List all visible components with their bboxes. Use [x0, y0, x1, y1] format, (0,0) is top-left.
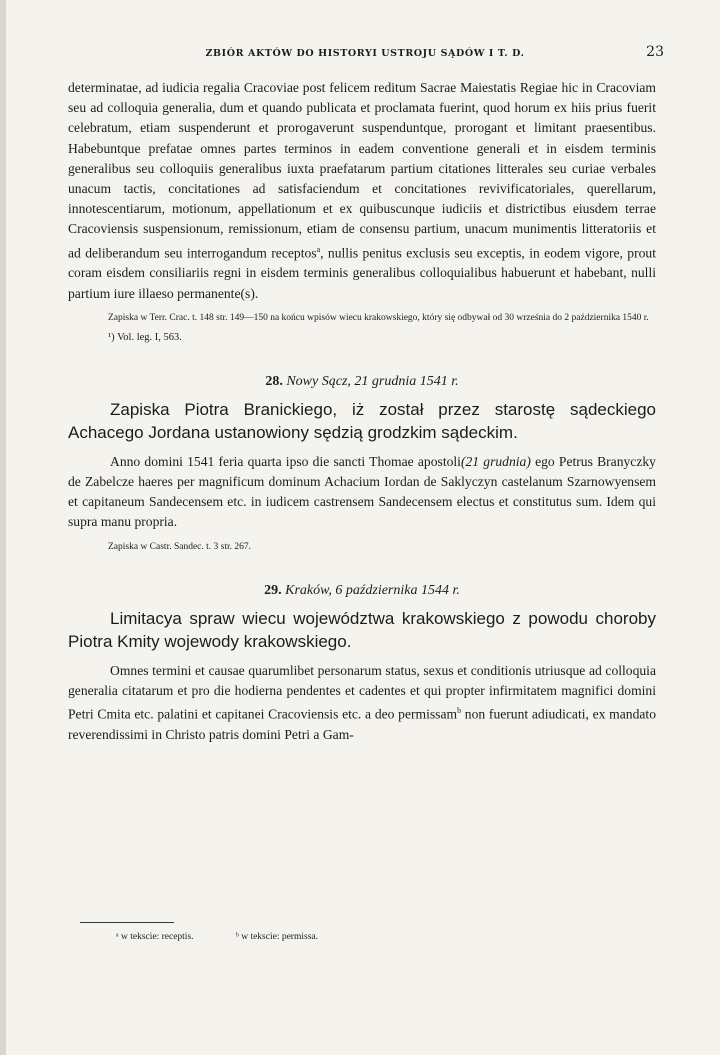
- footnote-marker-b: b: [457, 705, 462, 715]
- continuation-text: determinatae, ad iudicia regalia Cracoviae post felicem reditum Sacrae Maiestatis Regiae hic in Cracoviam seu ad colloquia generalia, dum et quando publicata et proclamata fuerint, quod horum ex hiis prius fuerit celebratum, etiam suspenderunt et prorogaverunt suspenduntque, prorogant et limitant praesentibus. Habebuntque prefatae omnes partes terminos in eadem conventione generali et in eisdem terminis generalibus seu colloquiis generalibus iuxta praefatarum partium citationes litterales seu curiae verbales unacum tactis, concitationes ad satisfaciendum et concitationes revivificatoriales, querellarum, innotescentiarum, motionum, appellationum et ex quibuscunque iudiciis et districtibus eiusdem terrae Cracoviensis suspensionum, remissionum, etiam de consensu partium, unacum munimentis litteratoriis et ad deliberandum seu interrogandum receptos: [68, 80, 656, 261]
- footnote-a: ᵃ w tekscie: receptis.: [116, 932, 194, 942]
- entry-28-place-date: Nowy Sącz, 21 grudnia 1541 r.: [286, 373, 459, 389]
- entry-29-text: [68, 661, 656, 745]
- page-header: [66, 44, 664, 64]
- entry-28-text: [68, 452, 656, 533]
- footnotes: [116, 932, 656, 942]
- entry-29-heading: [68, 581, 656, 601]
- entry-28-date-italic: (21 grudnia): [460, 453, 531, 469]
- entry-28-number: 28.: [265, 373, 283, 389]
- inline-footnote: ¹) Vol. leg. I, 563.: [108, 331, 182, 343]
- running-head: ZBIÓR AKTÓW DO HISTORYI USTROJU SĄDÓW I T. D.: [205, 48, 525, 59]
- entry-28-source-note: Zapiska w Castr. Sandec. t. 3 str. 267.: [108, 541, 252, 552]
- entry-28-text-after: ego Petrus Branyczky de Zabelcze haeres per magnificum dominum Achacium Iordan de Saklyczyn castelanum Szarnowyensem et capitaneum Sandecensem etc. in iudicem castrensem Sandecensem electus et constitutus sum. Idem qui supra manu propria.: [68, 453, 656, 530]
- entry-29-number: 29.: [264, 582, 282, 598]
- footnote-marker-a: a: [316, 244, 321, 254]
- source-note: Zapiska w Terr. Crac. t. 148 str. 149—150 na końcu wpisów wiecu krakowskiego, który się odbywał od 30 września do 2 października 1540 r.: [108, 312, 649, 323]
- continuation-text-after: , nullis penitus exclusis seu exceptis, in eodem vigore, prout coram eisdem consiliariis regni in eisdem terminis generalibus colloquialibus habuerunt et habebant, nulli partium iure illaeso permanente(s).: [68, 245, 657, 301]
- entry-29-text-before: Omnes termini et causae quarumlibet personarum status, sexus et conditionis utriusque ad colloquia generalia citatarum et pro die hodierna pendentes et cadentes et qui propter infirmitatem magnifici domini Petri Cmita etc. palatini et capitanei Cracoviensis etc. a deo permissam: [68, 662, 656, 722]
- entry-29-place-date: Kraków, 6 października 1544 r.: [285, 582, 460, 598]
- footnote-b: ᵇ w tekscie: permissa.: [235, 932, 318, 942]
- entry-28-heading: [68, 372, 656, 392]
- page-number: 23: [646, 44, 664, 60]
- page-body: [68, 78, 656, 745]
- entry-28-text-before: Anno domini 1541 feria quarta ipso die sancti Thomae apostoli: [110, 453, 461, 469]
- entry-29-text-after: non fuerunt adiudicati, ex mandato reverendissimi in Christo patris domini Petri a Gam-: [68, 706, 656, 742]
- entry-29-title: Limitacya spraw wiecu województwa krakowskiego z powodu choroby Piotra Kmity wojewody krakowskiego.: [68, 608, 656, 651]
- continuation-paragraph: [68, 78, 656, 304]
- footnote-rule: [80, 922, 174, 923]
- entry-28-title: Zapiska Piotra Branickiego, iż został przez starostę sądeckiego Achacego Jordana ustanowiony sędzią grodzkim sądeckim.: [68, 399, 656, 442]
